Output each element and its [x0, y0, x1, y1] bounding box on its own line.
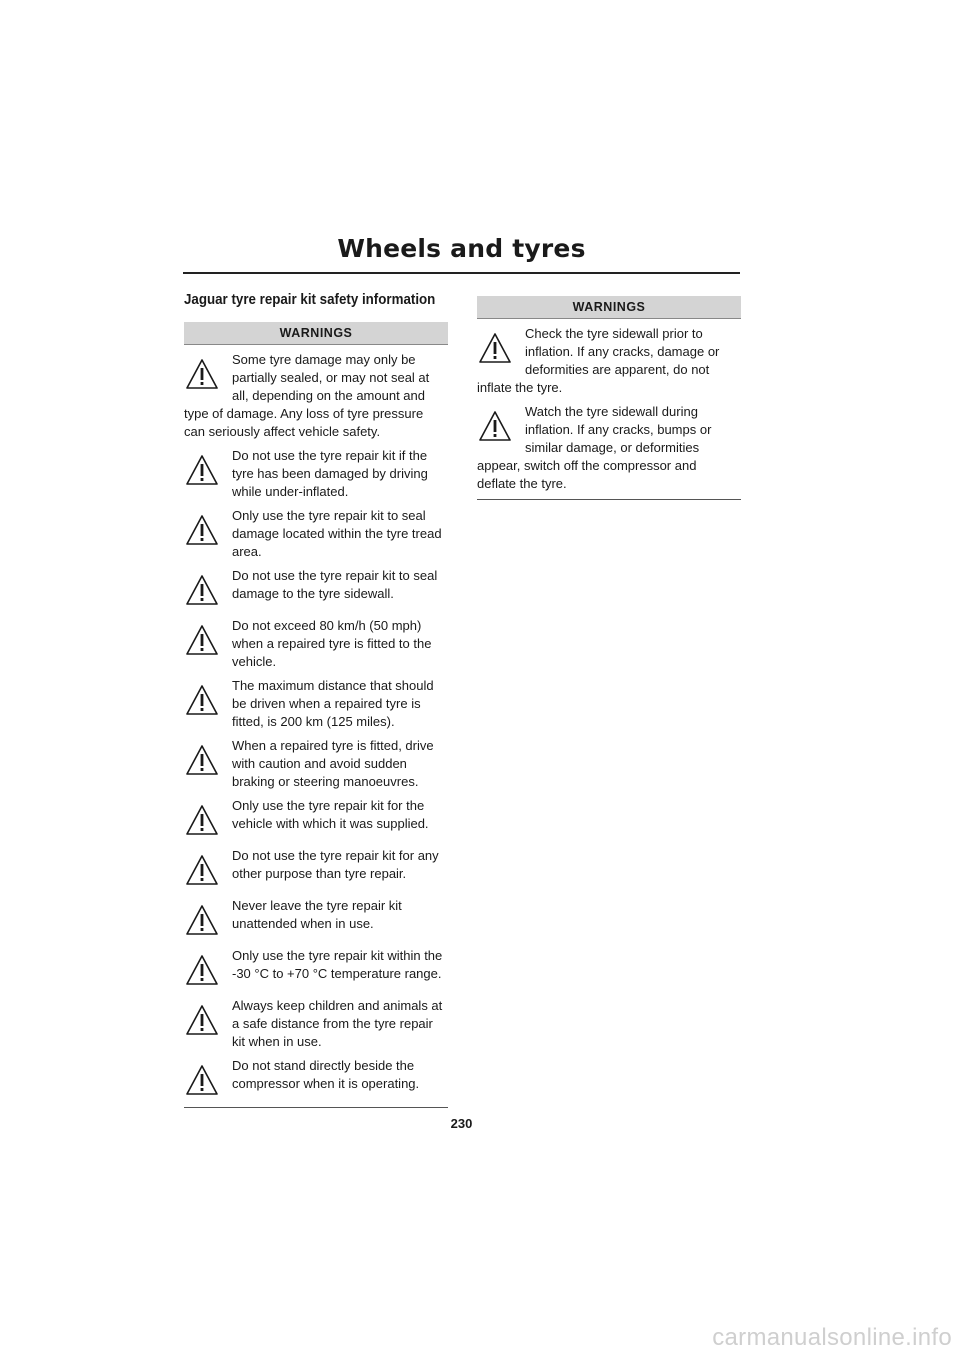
warning-item: [477, 397, 741, 493]
warning-triangle-icon: [184, 903, 224, 941]
warning-triangle-icon: [184, 513, 224, 551]
warning-triangle-icon: [184, 623, 224, 661]
title-divider: [183, 272, 740, 274]
warning-text: When a repaired tyre is fitted, drive with caution and avoid sudden braking or steering manoeuvres.: [232, 738, 434, 789]
warning-text: Do not stand directly beside the compressor when it is operating.: [232, 1058, 420, 1091]
warning-text: Always keep children and animals at a safe distance from the tyre repair kit when in use.: [232, 998, 443, 1049]
warning-item: [184, 561, 448, 611]
warning-item: [184, 441, 448, 501]
warning-item: [184, 991, 448, 1051]
watermark: carmanualsonline.info: [712, 1324, 952, 1351]
warning-triangle-icon: [184, 357, 224, 395]
warning-text: Watch the tyre sidewall during inflation. If any cracks, bumps or similar damage, or deformities appear, switch off the compressor and deflate the tyre.: [477, 404, 712, 491]
warnings-list: [477, 319, 741, 500]
warning-triangle-icon: [184, 453, 224, 491]
warnings-header: WARNINGS: [477, 296, 741, 319]
warning-text: Do not exceed 80 km/h (50 mph) when a repaired tyre is fitted to the vehicle.: [232, 618, 432, 669]
warning-item: [184, 501, 448, 561]
warnings-list: [184, 345, 448, 1108]
warning-triangle-icon: [477, 331, 517, 369]
page-number: 230: [450, 1116, 473, 1131]
warning-triangle-icon: [184, 1063, 224, 1101]
warning-item: [184, 731, 448, 791]
warning-text: Do not use the tyre repair kit if the tyre has been damaged by driving while under-inflated.: [232, 448, 428, 499]
warning-text: Do not use the tyre repair kit for any other purpose than tyre repair.: [232, 848, 439, 881]
warning-text: Only use the tyre repair kit within the -30 °C to +70 °C temperature range.: [232, 948, 443, 981]
warning-triangle-icon: [184, 683, 224, 721]
warning-triangle-icon: [184, 1003, 224, 1041]
warning-text: Only use the tyre repair kit for the vehicle with which it was supplied.: [232, 798, 429, 831]
warning-item: [184, 611, 448, 671]
warning-text: Never leave the tyre repair kit unattended when in use.: [232, 898, 402, 931]
warnings-header: WARNINGS: [184, 322, 448, 345]
warning-text: Check the tyre sidewall prior to inflation. If any cracks, damage or deformities are apparent, do not inflate the tyre.: [477, 326, 720, 395]
right-warnings-box: [477, 296, 741, 500]
warning-item: [184, 941, 448, 991]
warning-item: [184, 891, 448, 941]
warning-text: Do not use the tyre repair kit to seal damage to the tyre sidewall.: [232, 568, 438, 601]
section-heading: Jaguar tyre repair kit safety information: [184, 292, 436, 308]
warning-triangle-icon: [184, 853, 224, 891]
warning-item: [184, 671, 448, 731]
warning-text: Only use the tyre repair kit to seal damage located within the tyre tread area.: [232, 508, 442, 559]
warning-triangle-icon: [184, 953, 224, 991]
warning-item: [184, 345, 448, 441]
warning-item: [184, 841, 448, 891]
warning-item: [184, 791, 448, 841]
warning-item: [477, 319, 741, 397]
warning-triangle-icon: [477, 409, 517, 447]
page-title: Wheels and tyres: [337, 234, 586, 263]
left-warnings-box: [184, 322, 448, 1108]
warning-triangle-icon: [184, 573, 224, 611]
warning-text: The maximum distance that should be driven when a repaired tyre is fitted, is 200 km (125 miles).: [232, 678, 434, 729]
warning-text: Some tyre damage may only be partially sealed, or may not seal at all, depending on the amount and type of damage. Any loss of tyre pressure can seriously affect vehicle safety.: [184, 352, 430, 439]
warning-triangle-icon: [184, 803, 224, 841]
warning-item: [184, 1051, 448, 1101]
warning-triangle-icon: [184, 743, 224, 781]
